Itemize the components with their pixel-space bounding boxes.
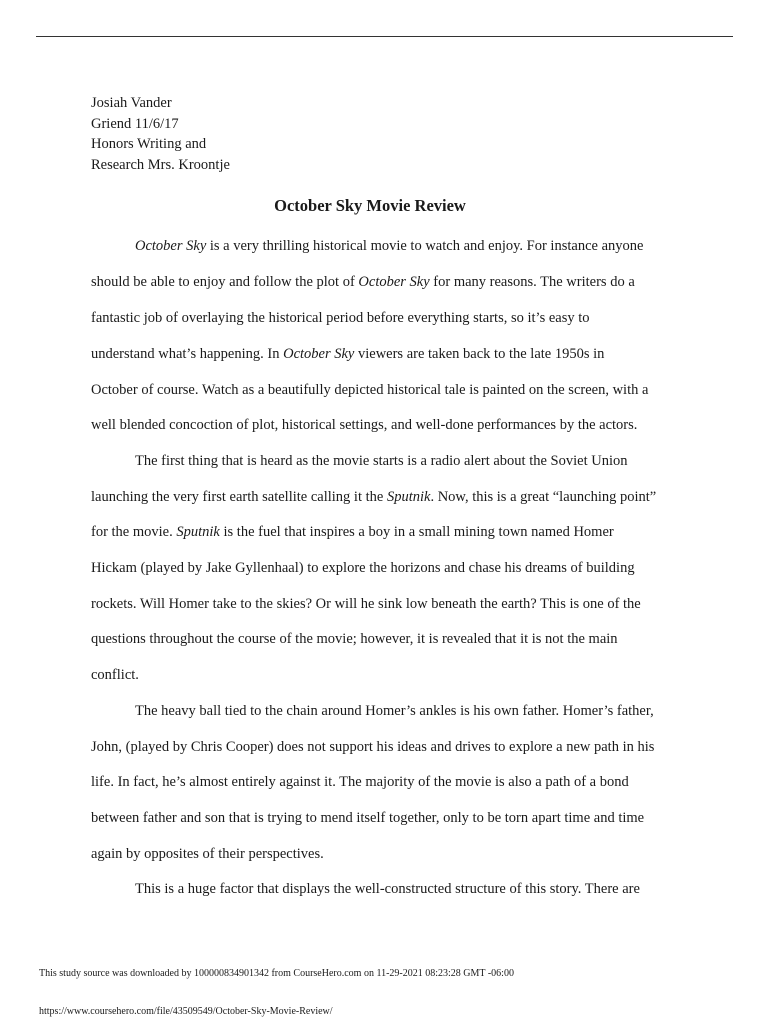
paragraph-2-line-1: The first thing that is heard as the movie starts is a radio alert about the Soviet Union bbox=[135, 453, 628, 469]
text-span: for many reasons. The writers do a bbox=[429, 274, 635, 290]
paragraph-4-line-1: This is a huge factor that displays the well-constructed structure of this story. There are bbox=[135, 881, 640, 897]
download-source-notice: This study source was downloaded by 100000834901342 from CourseHero.com on 11-29-2021 08:23:28 GMT -06:00 bbox=[39, 968, 514, 979]
header-author-line-1: Josiah Vander bbox=[91, 95, 172, 111]
text-span: is a very thrilling historical movie to watch and enjoy. For instance anyone bbox=[206, 238, 644, 254]
paragraph-3-line-3: life. In fact, he’s almost entirely against it. The majority of the movie is also a path of a bond bbox=[91, 774, 629, 790]
paragraph-1-line-1 bbox=[135, 236, 643, 256]
document-title: October Sky Movie Review bbox=[274, 196, 466, 215]
paragraph-1-line-2 bbox=[91, 272, 635, 292]
author-header bbox=[91, 93, 230, 175]
movie-title-italic: October Sky bbox=[358, 274, 430, 290]
header-course-line-1: Honors Writing and bbox=[91, 136, 207, 152]
paragraph-2-line-3 bbox=[91, 522, 614, 542]
paragraph-2-line-5: rockets. Will Homer take to the skies? Or will he sink low beneath the earth? This is one of the bbox=[91, 596, 641, 612]
paragraph-3-line-2: John, (played by Chris Cooper) does not support his ideas and drives to explore a new path in his bbox=[91, 739, 655, 755]
movie-title-italic: October Sky bbox=[283, 346, 355, 362]
paragraph-3-line-1: The heavy ball tied to the chain around Homer’s ankles is his own father. Homer’s father, bbox=[135, 703, 654, 719]
text-span: viewers are taken back to the late 1950s in bbox=[354, 346, 605, 362]
header-course-line-2: Research Mrs. Kroontje bbox=[91, 156, 230, 173]
top-divider bbox=[36, 36, 733, 37]
source-url: https://www.coursehero.com/file/43509549/October-Sky-Movie-Review/ bbox=[39, 1006, 333, 1017]
paragraph-1-line-4 bbox=[91, 344, 604, 364]
text-span: should be able to enjoy and follow the plot of bbox=[91, 274, 359, 290]
text-span: is the fuel that inspires a boy in a small mining town named Homer bbox=[219, 524, 614, 540]
paragraph-3-line-5: again by opposites of their perspectives. bbox=[91, 846, 324, 862]
sputnik-italic: Sputnik bbox=[176, 524, 220, 540]
paragraph-2-line-7: conflict. bbox=[91, 667, 139, 683]
sputnik-italic: Sputnik bbox=[386, 489, 431, 505]
paragraph-1-line-3: fantastic job of overlaying the historical period before everything starts, so it’s easy to bbox=[91, 310, 590, 326]
text-span: for the movie. bbox=[91, 524, 177, 540]
paragraph-2-line-2 bbox=[91, 487, 656, 507]
text-span: . Now, this is a great “launching point” bbox=[430, 489, 657, 505]
paragraph-1-line-5: October of course. Watch as a beautifully depicted historical tale is painted on the screen, with a bbox=[91, 382, 649, 398]
paragraph-3-line-4: between father and son that is trying to mend itself together, only to be torn apart time and time bbox=[91, 810, 645, 826]
text-span: understand what’s happening. In bbox=[91, 346, 284, 362]
paragraph-2-line-4: Hickam (played by Jake Gyllenhaal) to explore the horizons and chase his dreams of building bbox=[91, 560, 635, 576]
text-span: launching the very first earth satellite calling it the bbox=[91, 489, 387, 505]
movie-title-italic: October Sky bbox=[135, 238, 207, 254]
paragraph-2-line-6: questions throughout the course of the movie; however, it is revealed that it is not the main bbox=[91, 631, 618, 647]
paragraph-1-line-6: well blended concoction of plot, historical settings, and well-done performances by the actors. bbox=[91, 417, 638, 433]
header-author-line-2: Griend 11/6/17 bbox=[91, 115, 179, 132]
